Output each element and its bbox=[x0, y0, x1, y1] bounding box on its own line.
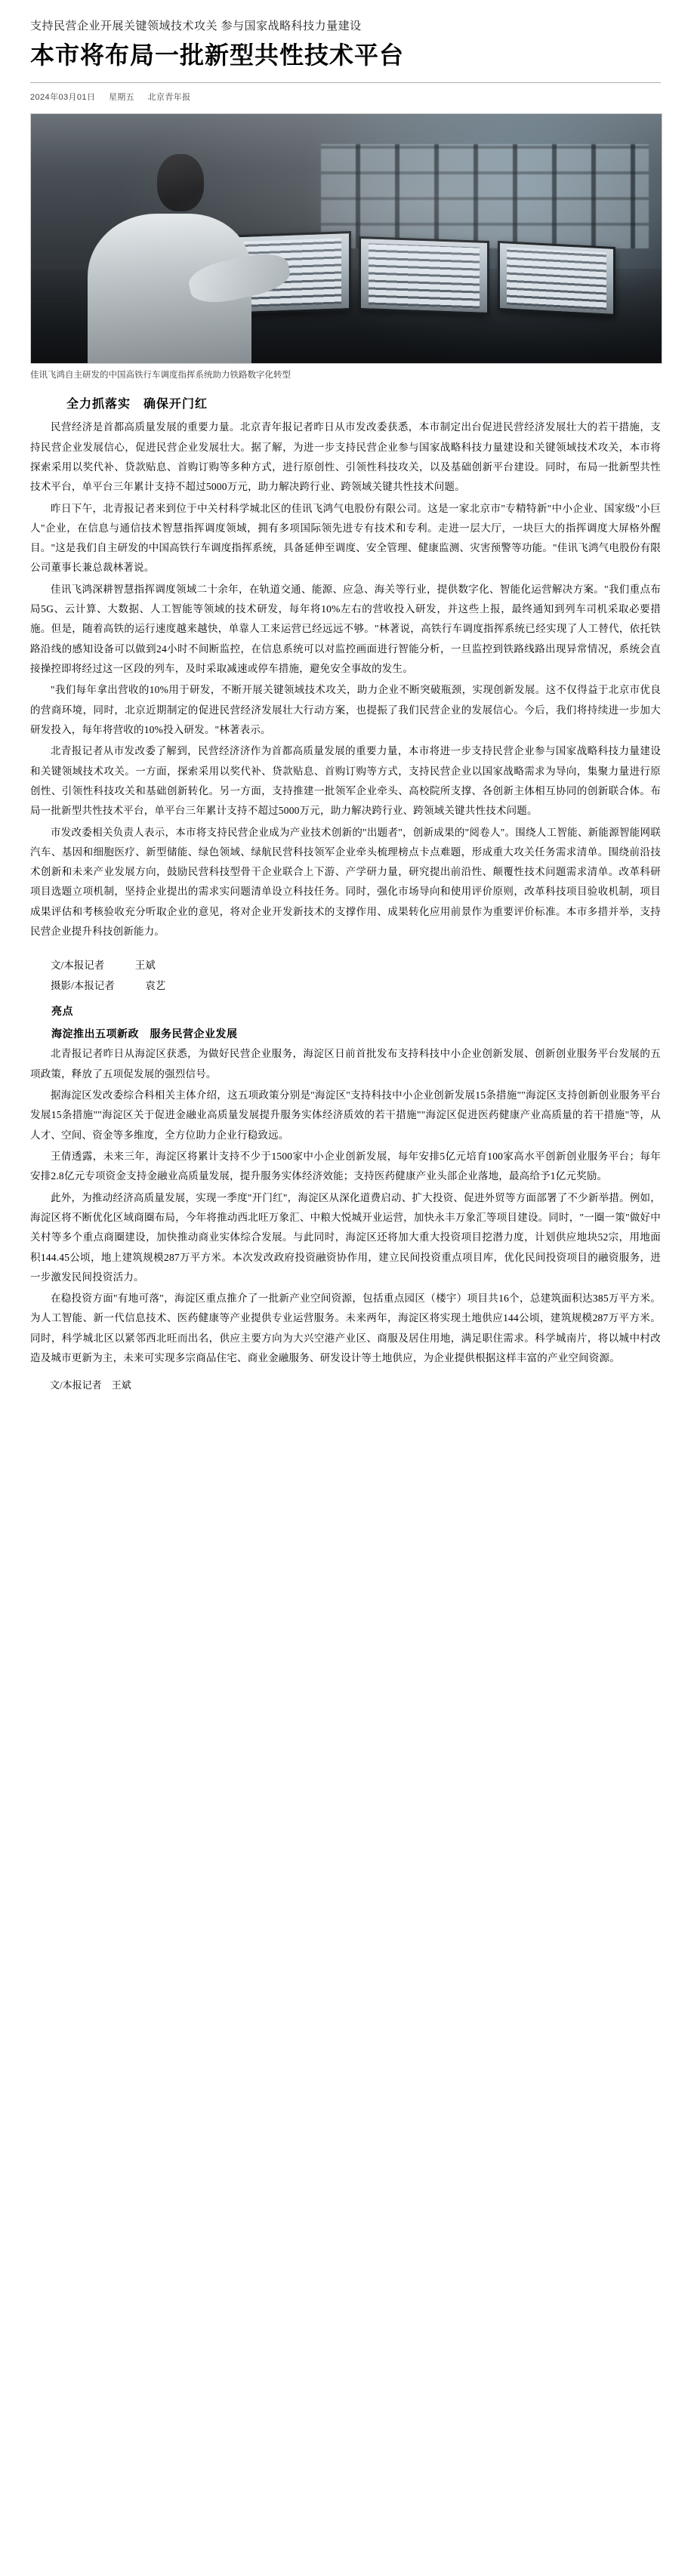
credit-row bbox=[30, 955, 661, 975]
credit-row bbox=[30, 975, 661, 996]
article-paragraph: 昨日下午，北青报记者来到位于中关村科学城北区的佳讯飞鸿气电股份有限公司。这是一家北京市"专精特新"中小企业、国家级"小巨人"企业，在信息与通信技术智慧指挥调度领域，拥有多项国际领先进专有技术和专利。走进一层大厅，一块巨大的指挥调度大屏格外醒目。"这是我们自主研发的中国高铁行车调度指挥系统，具备延伸至调度、安全管理、健康监测、灾害预警等功能。"佳讯飞鸿气电股份有限公司董事长兼总裁林著说。 bbox=[30, 502, 661, 574]
section-subhead-1: 全力抓落实 确保开门红 bbox=[66, 398, 208, 411]
article-kicker: 支持民营企业开展关键领域技术攻关 参与国家战略科技力量建设 bbox=[30, 20, 362, 32]
photo-caption: 佳讯飞鸿自主研发的中国高铁行车调度指挥系统助力铁路数字化转型 bbox=[30, 371, 291, 380]
publish-source: 北京青年报 bbox=[147, 93, 191, 102]
article-meta bbox=[30, 91, 661, 103]
article-paragraph: 民营经济是首都高质量发展的重要力量。北京青年报记者昨日从市发改委获悉，本市制定出台促进民营经济发展壮大的若干措施，支持民营企业发展信心，促进民营企业发展壮大。据了解，为进一步支持民营企业参与国家战略科技力量建设和关键领域技术攻关，本市将探索采用以奖代补、贷款贴息、首购订购等多种方式，进行原创性、引领性科技攻关，以及基础创新平台建设。同时，布局一批新型共性技术平台，单平台三年累计支持不超过5000万元，助力解决跨行业、跨领域关键共性技术问题。 bbox=[30, 421, 661, 493]
highlight-paragraph: 北青报记者昨日从海淀区获悉，为做好民营企业服务，海淀区日前首批发布支持科技中小企业创新发展、创新创业服务平台发展的五项政策，释放了五项促发展的强烈信号。 bbox=[30, 1048, 661, 1080]
article-paragraph: 北青报记者从市发改委了解到，民营经济济作为首都高质量发展的重要力量，本市将进一步支持民营企业参与国家战略科技力量建设和关键领域技术攻关。一方面，探索采用以奖代补、贷款贴息、首购订购等方式，支持民营企业以国家战略需求为导向，集聚力量进行原创性、引领性科技攻关和基础创新转化。另一方面，支持推建一批领军企业牵头、高校院所支撑、各创新主体相互协同的创新联合体。布局一批新型共性技术平台，单平台三年累计支持不超过5000万元，助力解决跨行业、跨领域关键共性技术问题。 bbox=[30, 745, 661, 817]
credit-name: 王斌 bbox=[134, 960, 156, 972]
article-photo-block bbox=[30, 113, 661, 382]
highlight-paragraph: 据海淀区发改委综合科相关主体介绍，这五项政策分别是"海淀区"支持科技中小企业创新发展15条措施""海淀区支持创新创业服务平台发展15条措施""海淀区关于促进金融业高质量发展提升服务实体经济质效的若干措施""海淀区促进医药健康产业高质量的若干措施"等，从人才、空间、资金等多维度，全方位助力企业行稳致远。 bbox=[30, 1089, 661, 1141]
publish-weekday: 星期五 bbox=[108, 93, 135, 102]
highlight-subhead: 海淀推出五项新政 服务民营企业发展 bbox=[51, 1029, 238, 1041]
header-divider bbox=[30, 82, 661, 83]
credit-role: 摄影/本报记者 bbox=[51, 980, 115, 992]
footer-byline: 文/本报记者 王斌 bbox=[50, 1379, 131, 1391]
control-room-photo bbox=[30, 113, 662, 364]
publish-date: 2024年03月01日 bbox=[30, 93, 96, 102]
credit-name: 袁艺 bbox=[145, 980, 166, 992]
credit-role: 文/本报记者 bbox=[51, 960, 105, 972]
article-paragraph: 佳讯飞鸿深耕智慧指挥调度领域二十余年，在轨道交通、能源、应急、海关等行业，提供数字化、智能化运营解决方案。"我们重点布局5G、云计算、大数据、人工智能等领域的技术研发，每年将10%左右的营收投入研发，并这些上报，最终通知到列车司机采取必要措施。但是，随着高铁的运行速度越来越快，单靠人工来运营已经远远不够。"林著说，高铁行车调度指挥系统已经实现了人工替代，依托铁路沿线的感知设备可以做到24小时不间断监控，在信息系统可以对监控画面进行智能分析，一旦监控到铁路线路出现异常情况，系统会直接操控即将经过这一区段的列车，及时采取减速或停车措施，避免安全事故的发生。 bbox=[30, 583, 661, 674]
article-paragraph: 市发改委相关负责人表示，本市将支持民营企业成为产业技术创新的"出题者"，创新成果的"阅卷人"。围绕人工智能、新能源智能网联汽车、基因和细胞医疗、新型储能、绿色领域、绿航民营科技领军企业牵头梳理榜点卡点难题，形成重大攻关任务需求清单。围绕前沿技术创新和未来产业发展方向，鼓励民营科技型骨干企业联合上下游、产学研力量，研究提出前沿性、颠覆性技术问题需求清单。改革科研项目选题立项机制，坚持企业提出的需求实问题清单设立科技任务。同时，强化市场导向和使用评价原则，改革科技项目验收机制，项目成果评估和考核验收充分听取企业的意见，将对企业开发新技术的支撑作用、成果转化应用前景作为重要评价标准。本市多措并举，支持民营企业提升科技创新能力。 bbox=[30, 826, 661, 938]
highlight-paragraph: 此外，为推动经济高质量发展，实现一季度"开门红"，海淀区从深化道费启动、扩大投资、促进外贸等方面部署了不少新举措。例如，海淀区将不断优化区域商圈布局，今年将推动西北旺万象汇、中粮大悦城开业运营，加快永丰万象汇等项目建设。同时，"一圈一策"做好中关村等多个重点商圈建设，加快推动商业实体综合发展。与此同时，海淀区还将加大重大投资项目挖潜力度，计划供应地块52宗，用地面积144.45公顷，地上建筑规模287万平方米。本次发改政府投资融资协作用，建立民间投资重点项目库，优化民间投资项目的融资服务，进一步激发民间投资活力。 bbox=[30, 1191, 661, 1283]
highlight-paragraph: 在稳投资方面"有地可落"，海淀区重点推介了一批新产业空间资源，包括重点园区（楼宇）项目共16个，总建筑面积达385万平方米。为人工智能、新一代信息技术、医药健康等产业提供专业运营服务。未来两年，海淀区将实现土地供应144公顷，建筑规模287万平方米。同时，科学城北区以紧邻西北旺而出名，供应主要方向为大兴空港产业区、商服及居住用地，满足职住需求。科学城南片，将以城中村改造及城市更新为主，未来可实现多宗商品住宅、商业金融服务、研发设计等土地供应，为企业提供根据这样丰富的产业空间资源。 bbox=[30, 1293, 661, 1364]
article-paragraph: "我们每年拿出营收的10%用于研发，不断开展关键领域技术攻关，助力企业不断突破瓶颈，实现创新发展。这不仅得益于北京市优良的营商环境，同时，北京近期制定的促进民营经济发展壮大行动方案，也提振了我们民营企业的发展信心。今后，我们将持续进一步加大研发投入，每年将营收的10%投入研发。"林著表示。 bbox=[30, 684, 661, 735]
highlight-paragraph: 王倩透露，未来三年，海淀区将累计支持不少于1500家中小企业创新发展，每年安排5亿元培育100家高水平创新创业服务平台；每年安排2.8亿元专项资金支持金融业高质量发展，提升服务实体经济效能；支持医药健康产业头部企业落地，最高给予1亿元奖励。 bbox=[30, 1150, 661, 1182]
article-credits bbox=[30, 955, 661, 996]
highlight-title: 亮点 bbox=[51, 1006, 73, 1018]
photo-lighting-overlay bbox=[31, 114, 662, 363]
page-title: 本市将布局一批新型共性技术平台 bbox=[30, 42, 405, 69]
